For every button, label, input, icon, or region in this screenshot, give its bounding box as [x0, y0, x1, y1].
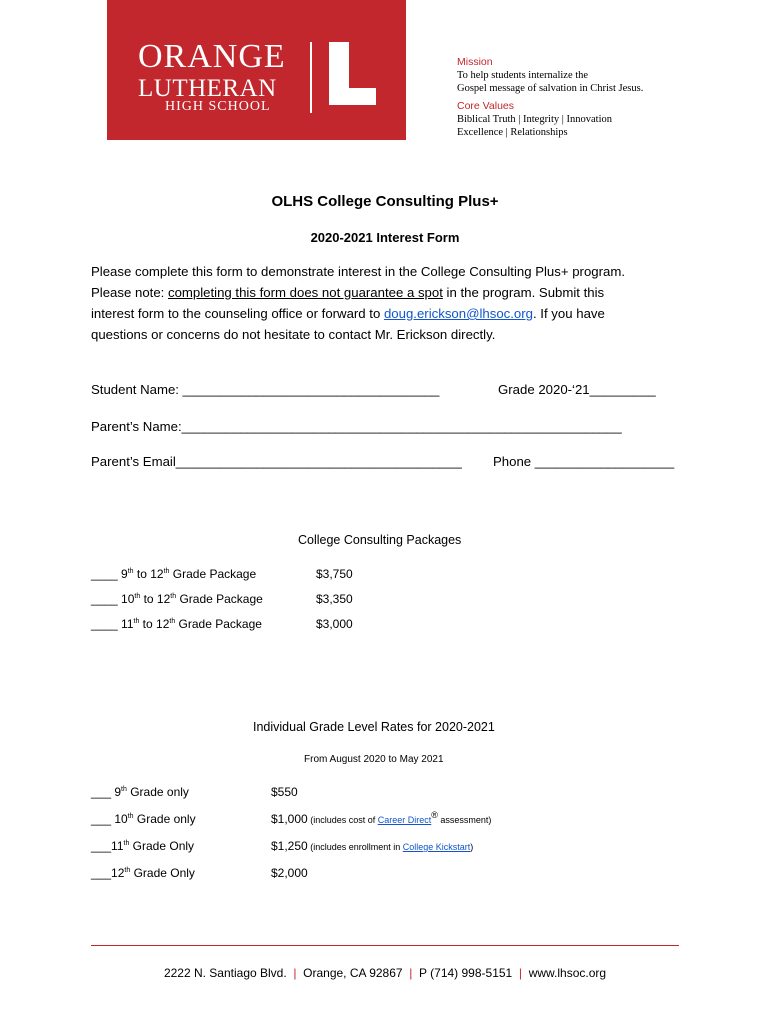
logo-word-lutheran: LUTHERAN [138, 75, 277, 102]
rate-price: $550 [271, 785, 298, 799]
core-values-line-2: Excellence | Relationships [457, 127, 568, 138]
rate-row[interactable]: ___11th Grade Only [91, 839, 195, 853]
parent-email-field[interactable]: Parent’s Email_______________________________________ [91, 454, 462, 469]
rate-price: $1,000 (includes cost of Career Direct® assessment) [271, 810, 492, 826]
intro-line-1: Please complete this form to demonstrate interest in the College Consulting Plus+ program. [91, 264, 625, 279]
rate-row[interactable]: ___ 9th Grade only [91, 785, 189, 799]
footer-divider [91, 945, 679, 946]
package-price: $3,750 [316, 567, 353, 581]
mission-line-1: To help students internalize the [457, 70, 589, 81]
student-name-field[interactable]: Student Name: ___________________________________ [91, 382, 440, 397]
footer-website[interactable]: www.lhsoc.org [528, 966, 607, 980]
rate-price: $2,000 [271, 866, 308, 880]
no-guarantee-note: completing this form does not guarantee a spot [167, 285, 443, 300]
mission-line-2: Gospel message of salvation in Christ Jesus. [457, 83, 644, 94]
logo-l-mark-icon [329, 42, 376, 105]
core-values-label: Core Values [457, 100, 515, 112]
logo-word-orange: ORANGE [138, 38, 286, 75]
logo-word-high-school: HIGH SCHOOL [165, 99, 271, 114]
package-row[interactable]: ____ 9th to 12th Grade Package [91, 567, 257, 581]
email-link[interactable]: doug.erickson@lhsoc.org [383, 306, 533, 321]
footer-phone: P (714) 998-5151 [419, 966, 513, 980]
grade-field[interactable]: Grade 2020-‘21_________ [498, 382, 656, 397]
footer-contact: 2222 N. Santiago Blvd. | Orange, CA 92867 | P (714) 998-5151 | www.lhsoc.org [163, 966, 607, 980]
intro-line-2: Please note: completing this form does not guarantee a spot in the program. Submit this [91, 285, 605, 300]
rates-subheading: From August 2020 to May 2021 [304, 754, 444, 765]
intro-line-4: questions or concerns do not hesitate to contact Mr. Erickson directly. [91, 327, 496, 342]
school-logo-banner [107, 0, 406, 140]
footer-city: Orange, CA 92867 [303, 966, 403, 980]
career-direct-link[interactable]: Career Direct [377, 815, 432, 825]
package-price: $3,350 [316, 592, 353, 606]
rate-price: $1,250 (includes enrollment in College Kickstart) [271, 839, 474, 853]
intro-line-3: interest form to the counseling office or forward to doug.erickson@lhsoc.org. If you have [91, 306, 605, 321]
package-row[interactable]: ____ 10th to 12th Grade Package [91, 592, 263, 606]
mission-label: Mission [457, 56, 493, 68]
package-price: $3,000 [316, 617, 353, 631]
parent-name-field[interactable]: Parent’s Name:____________________________________________________________ [91, 419, 622, 434]
packages-heading: College Consulting Packages [298, 533, 462, 547]
footer-address: 2222 N. Santiago Blvd. [163, 966, 287, 980]
phone-field[interactable]: Phone ___________________ [493, 454, 675, 469]
package-row[interactable]: ____ 11th to 12th Grade Package [91, 617, 262, 631]
rate-row[interactable]: ___ 10th Grade only [91, 812, 196, 826]
logo-divider [310, 42, 312, 113]
core-values-line-1: Biblical Truth | Integrity | Innovation [457, 114, 612, 125]
rates-heading: Individual Grade Level Rates for 2020-2021 [253, 720, 495, 734]
college-kickstart-link[interactable]: College Kickstart [402, 842, 471, 852]
page-title: OLHS College Consulting Plus+ [271, 193, 499, 210]
mission-block [457, 56, 643, 139]
rate-row[interactable]: ___12th Grade Only [91, 866, 195, 880]
page-subtitle: 2020-2021 Interest Form [310, 230, 460, 245]
